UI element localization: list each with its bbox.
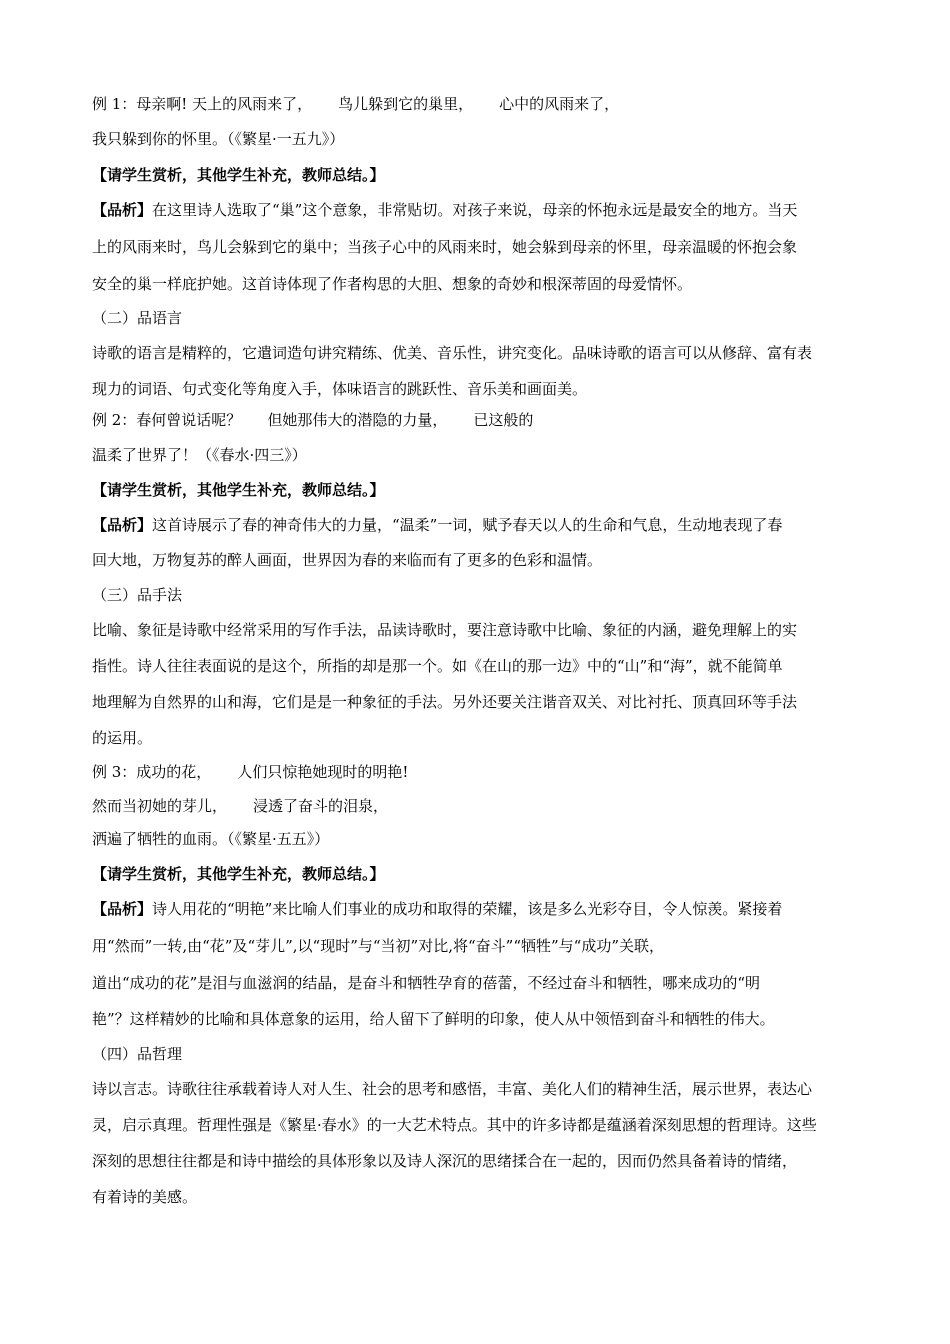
example3-line1-a: 例 3：成功的花， <box>92 763 212 781</box>
example3-line1 <box>92 762 862 782</box>
example2-line1 <box>92 410 862 430</box>
section4-heading: （四）品哲理 <box>92 1045 183 1063</box>
section3-body-line2: 指性。诗人往往表面说的是这个，所指的却是那一个。如《在山的那一边》中的“山”和“海”，就不能简单 <box>92 657 783 675</box>
example3-analysis-line4: 艳”？这样精妙的比喻和具体意象的运用，给人留下了鲜明的印象，使人从中领悟到奋斗和牺牲的伟大。 <box>92 1010 775 1028</box>
example1-analysis-label: 【品析】 <box>92 201 153 219</box>
example1-analysis-line2: 上的风雨来时，鸟儿会躲到它的巢中；当孩子心中的风雨来时，她会躲到母亲的怀里，母亲温暖的怀抱会象 <box>92 238 798 256</box>
section4-body-line2: 灵，启示真理。哲理性强是《繁星·春水》的一大艺术特点。其中的许多诗都是蕴涵着深刻思想的哲理诗。这些 <box>92 1116 817 1134</box>
section3-body-line4: 的运用。 <box>92 729 153 747</box>
example3-line2-b: 浸透了奋斗的泪泉， <box>253 797 389 815</box>
example2-analysis-line2: 回大地，万物复苏的醉人画面，世界因为春的来临而有了更多的色彩和温情。 <box>92 551 603 569</box>
example1-line1-a: 例 1：母亲啊! 天上的风雨来了， <box>92 95 313 113</box>
example3-line3: 洒遍了牺牲的血雨。（《繁星·五五》） <box>92 830 330 848</box>
example1-analysis-line1 <box>92 200 862 220</box>
example3-analysis-line1 <box>92 899 862 919</box>
example1-analysis-text1: 在这里诗人选取了“巢”这个意象，非常贴切。对孩子来说，母亲的怀抱永远是最安全的地方。当天 <box>152 201 798 219</box>
example3-analysis-label: 【品析】 <box>92 900 153 918</box>
example3-line2-a: 然而当初她的芽儿， <box>92 797 228 815</box>
example3-analysis-line3: 道出“成功的花”是泪与血滋润的结晶，是奋斗和牺牲孕育的蓓蕾，不经过奋斗和牺牲，哪来成功的“明 <box>92 974 761 992</box>
section3-body-line3: 地理解为自然界的山和海，它们是是一种象征的手法。另外还要关注谐音双关、对比衬托、顶真回环等手法 <box>92 693 798 711</box>
example2-prompt: 【请学生赏析，其他学生补充，教师总结。】 <box>92 481 385 499</box>
example3-line2 <box>92 796 862 816</box>
section4-body-line3: 深刻的思想往往都是和诗中描绘的具体形象以及诗人深沉的思绪揉合在一起的，因而仍然具备着诗的情绪， <box>92 1152 798 1170</box>
example2-line1-b: 但她那伟大的潜隐的力量， <box>267 411 448 429</box>
section4-body-line1: 诗以言志。诗歌往往承载着诗人对人生、社会的思考和感悟，丰富、美化人们的精神生活，展示世界，表达心 <box>92 1080 813 1098</box>
section2-body-line1: 诗歌的语言是精粹的，它遣词造句讲究精练、优美、音乐性，讲究变化。品味诗歌的语言可以从修辞、富有表 <box>92 344 813 362</box>
example2-line2: 温柔了世界了！（《春水·四三》） <box>92 446 307 464</box>
example2-analysis-line1 <box>92 515 862 535</box>
example1-line1-c: 心中的风雨来了， <box>499 95 620 113</box>
section3-body-line1: 比喻、象征是诗歌中经常采用的写作手法，品读诗歌时，要注意诗歌中比喻、象征的内涵，避免理解上的实 <box>92 621 798 639</box>
section4-body-line4: 有着诗的美感。 <box>92 1188 198 1206</box>
example1-prompt: 【请学生赏析，其他学生补充，教师总结。】 <box>92 166 385 184</box>
example2-analysis-text1: 这首诗展示了春的神奇伟大的力量，“温柔”一词，赋予春天以人的生命和气息，生动地表现了春 <box>152 516 783 534</box>
example1-line1 <box>92 94 862 114</box>
section2-heading: （二）品语言 <box>92 309 183 327</box>
example1-analysis-line3: 安全的巢一样庇护她。这首诗体现了作者构思的大胆、想象的奇妙和根深蒂固的母爱情怀。 <box>92 275 693 293</box>
example1-line2: 我只躲到你的怀里。（《繁星·一五九》） <box>92 130 345 148</box>
example2-line1-a: 例 2：春何曾说话呢？ <box>92 411 242 429</box>
example1-line1-b: 鸟儿躲到它的巢里， <box>338 95 474 113</box>
example2-analysis-label: 【品析】 <box>92 516 153 534</box>
example3-prompt: 【请学生赏析，其他学生补充，教师总结。】 <box>92 865 385 883</box>
example3-analysis-text1: 诗人用花的“明艳”来比喻人们事业的成功和取得的荣耀，该是多么光彩夺目，令人惊羡。紧接着 <box>152 900 783 918</box>
example3-line1-b: 人们只惊艳她现时的明艳! <box>237 763 409 781</box>
example2-line1-c: 已这般的 <box>473 411 534 429</box>
example3-analysis-line2: 用“然而”一转,由“花”及“芽儿”,以“现时”与“当初”对比,将“奋斗”“牺牲”与“成功”关联， <box>92 937 665 955</box>
section3-heading: （三）品手法 <box>92 586 183 604</box>
section2-body-line2: 现力的词语、句式变化等角度入手，体味语言的跳跃性、音乐美和画面美。 <box>92 380 588 398</box>
